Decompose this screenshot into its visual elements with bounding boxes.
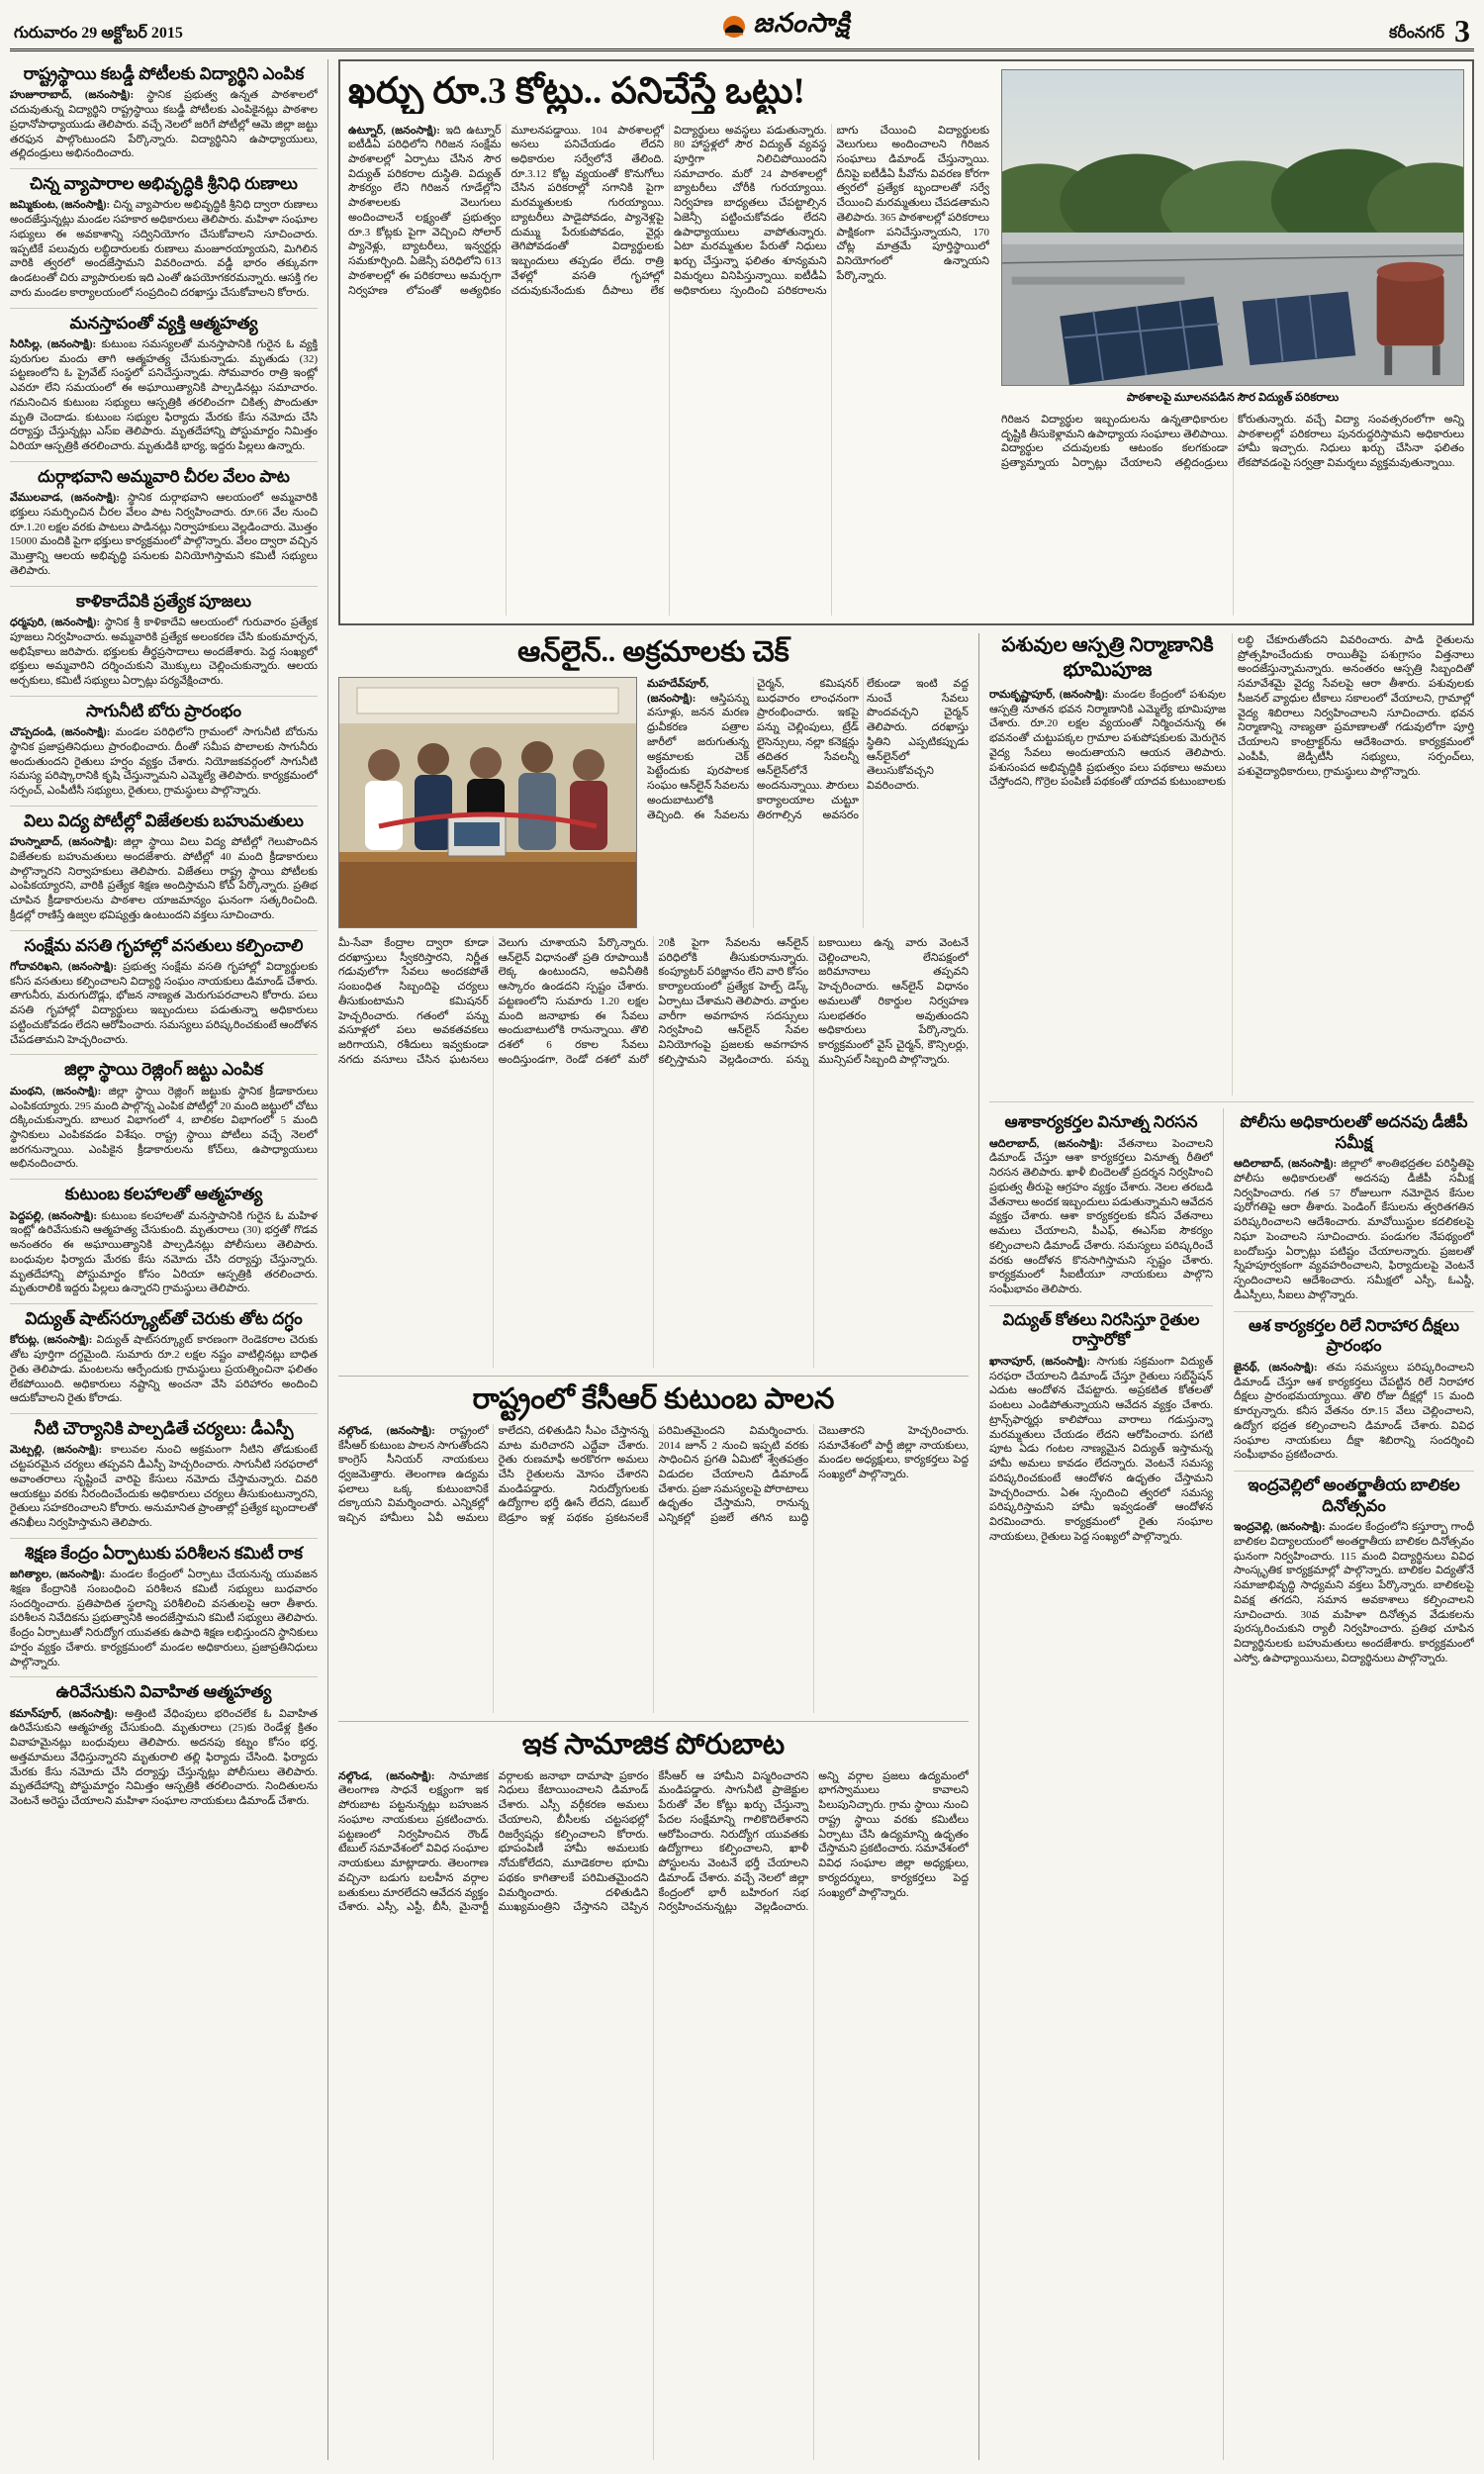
edition-name: కరీంనగర్ bbox=[1388, 25, 1444, 42]
right-lead-body: మండల కేంద్రంలో పశువుల ఆస్పత్రి నూతన భవన నిర్మాణానికి ఎమ్మెల్యే భూమిపూజ చేశారు. రూ.20 లక్షల వ్యయంతో నిర్మించనున్న ఈ భవనంతో చుట్టుపక్కల గ్రామాల పశుపోషకులకు మెరుగైన వైద్య సేవలు అందుతాయని ఆయన తెలిపారు. పశుసంపద అభివృద్ధికి ప్రభుత్వం పలు పథకాలు అమలు చేస్తోందని, గొర్రెల పంపిణీ పథకంతో యాదవ కుటుంబాలకు లబ్ధి చేకూరుతోందని వివరించారు. పాడి రైతులను ప్రోత్సహించేందుకు రాయితీపై పశుగ్రాసం విత్తనాలు అందజేస్తున్నామన్నారు. అనంతరం ఆస్పత్రి సిబ్బందితో సమావేశమై వైద్య సేవలపై ఆరా తీశారు. పశువులకు సీజనల్ వ్యాధుల టీకాలు సకాలంలో వేయాలని, గ్రామాల్లో వైద్య శిబిరాలు నిర్వహించాలని సూచించారు. భవన నిర్మాణాన్ని నాణ్యతా ప్రమాణాలతో గడువులోగా పూర్తి చేయాలని కాంట్రాక్టర్‌ను ఆదేశించారు. కార్యక్రమంలో ఎంపీపీ, జెడ్పీటీసీ సభ్యులు, సర్పంచ్‌లు, పశువైద్యాధికారులు, గ్రామస్థులు పాల్గొన్నారు. bbox=[989, 634, 1474, 789]
online-row bbox=[338, 677, 969, 928]
article-body-block bbox=[1234, 1520, 1474, 1665]
lead-body-columns bbox=[348, 124, 989, 616]
article-body: కుటుంబ సమస్యలతో మనస్తాపానికి గురైన ఓ వ్యక్తి పురుగుల మందు తాగి ఆత్మహత్య చేసుకున్నాడు. మృతుడు (32) పట్టణంలోని ఓ ప్రైవేట్ సంస్థలో పనిచేస్తున్నాడు. సోమవారం రాత్రి ఇంట్లో ఎవరూ లేని సమయంలో ఈ అఘాయిత్యానికి పాల్పడినట్లు సమాచారం. గమనించిన కుటుంబ సభ్యులు ఆస్పత్రికి తరలించగా చికిత్స పొందుతూ మృతి చెందాడు. కుటుంబ సభ్యుల ఫిర్యాదు మేరకు కేసు నమోదు చేసి దర్యాప్తు చేస్తున్నట్లు ఎస్ఐ తెలిపారు. మృతదేహాన్ని పోస్టుమార్టం నిమిత్తం ఏరియా ఆస్పత్రికి తరలించారు. మృతుడికి భార్య, ఇద్దరు పిల్లలు ఉన్నారు. bbox=[10, 337, 318, 453]
article-body: విద్యుత్ షాట్‌సర్క్యూట్ కారణంగా రెండెకరాల చెరుకు తోట పూర్తిగా దగ్ధమైంది. సుమారు రూ.2 లక్షల నష్టం వాటిల్లినట్లు బాధిత రైతు తెలిపాడు. మంటలను ఆర్పేందుకు గ్రామస్థులు ప్రయత్నించినా ఫలితం లేకపోయింది. అధికారులు నష్టాన్ని అంచనా వేసి పరిహారం అందించి ఆదుకోవాలని రైతు కోరాడు. bbox=[10, 1334, 318, 1405]
section-divider bbox=[338, 1721, 969, 1722]
page-content bbox=[10, 51, 1474, 2460]
article-body: జిల్లాలో శాంతిభద్రతల పరిస్థితిపై పోలీసు అధికారులతో అదనపు డీజీపీ సమీక్ష నిర్వహించారు. గత 57 రోజులుగా నమోదైన కేసుల పురోగతిపై ఆరా తీశారు. పెండింగ్ కేసులను త్వరితగతిన పరిష్కరించాలని ఆదేశించారు. మావోయిస్టుల కదలికలపై నిఘా పెంచాలని సూచించారు. పండుగల నేపథ్యంలో బందోబస్తు ఏర్పాట్లు పటిష్టం చేయాలన్నారు. ప్రజలతో స్నేహపూర్వకంగా వ్యవహరించాలని, ఫిర్యాదులపై వెంటనే స్పందించాలని ఆదేశించారు. సమీక్షలో ఎస్పీ, ఓఎస్డీ, డీఎస్పీలు, సీఐలు పాల్గొన్నారు. bbox=[1234, 1158, 1474, 1301]
article-dateline: ధర్మపురి, (జనంసాక్షి): bbox=[10, 617, 101, 629]
article-dateline: కోరుట్ల, (జనంసాక్షి): bbox=[10, 1334, 93, 1347]
article-dateline: జైనథ్, (జనంసాక్షి): bbox=[1234, 1361, 1318, 1374]
article-dateline: ఆదిలాబాద్, (జనంసాక్షి): bbox=[1234, 1158, 1338, 1171]
solar-panels-photo bbox=[1001, 69, 1464, 386]
article-body-block bbox=[10, 491, 318, 578]
article-body: ప్రభుత్వ సంక్షేమ వసతి గృహాల్లో విద్యార్థులకు కనీస వసతులు కల్పించాలని విద్యార్థి సంఘం నాయకులు డిమాండ్ చేశారు. తాగునీరు, మరుగుదొడ్లు, భోజన నాణ్యత మెరుగుపరచాలని కోరారు. పలు వసతి గృహాల్లో విద్యార్థులు ఇబ్బందులు పడుతున్నా అధికారులు పట్టించుకోవడం లేదని ఆరోపించారు. సమస్యలు పరిష్కరించకుంటే ఆందోళన చేపడతామని హెచ్చరించారు. bbox=[10, 960, 318, 1046]
article-dateline: మంథని, (జనంసాక్షి): bbox=[10, 1085, 102, 1097]
article-headline: రాష్ట్రస్థాయి కబడ్డీ పోటీలకు విద్యార్థిని ఎంపిక bbox=[23, 64, 305, 83]
masthead-logo-icon bbox=[721, 14, 747, 40]
article-dateline: ఖానాపూర్, (జనంసాక్షి): bbox=[989, 1355, 1091, 1368]
article-dateline: కమాన్‌పూర్, (జనంసాక్షి): bbox=[10, 1707, 118, 1720]
kcr-story bbox=[338, 1380, 969, 1713]
article-headline: ఇంద్రవెల్లిలో అంతర్జాతీయ బాలికల దినోత్సవం bbox=[1248, 1475, 1460, 1515]
article-body-block bbox=[1234, 1361, 1474, 1463]
main-area bbox=[338, 59, 1474, 2460]
article-headline: విద్యుత్ కోతలు నిరసిస్తూ రైతుల రాస్తారోకో bbox=[1002, 1309, 1200, 1350]
left-article bbox=[10, 1180, 318, 1304]
lead-photo-caption: పాఠశాలపై మూలనపడిన సౌర విద్యుత్ పరికరాలు bbox=[1126, 392, 1340, 404]
article-headline: చిన్న వ్యాపారాల అభివృద్ధికి శ్రీనిధి రుణాలు bbox=[30, 174, 298, 194]
left-article bbox=[10, 931, 318, 1056]
left-article bbox=[10, 807, 318, 931]
right-subcolumn-b bbox=[1234, 1108, 1474, 2460]
article-body-block bbox=[10, 88, 318, 161]
article-headline: సాగునీటి బోరు ప్రారంభం bbox=[85, 701, 242, 720]
article-dateline: పెద్దపల్లి, (జనంసాక్షి): bbox=[10, 1209, 98, 1222]
left-article bbox=[10, 462, 318, 587]
page-header bbox=[10, 6, 1474, 51]
page-date: గురువారం 29 అక్టోబర్ 2015 bbox=[14, 25, 183, 42]
article-headline: జిల్లా స్థాయి రెజ్లింగ్ జట్టు ఎంపిక bbox=[64, 1060, 263, 1080]
article-dateline: చొప్పదండి, (జనంసాక్షి): bbox=[10, 726, 111, 739]
online-body-below-text: మీ-సేవా కేంద్రాల ద్వారా కూడా దరఖాస్తులు స్వీకరిస్తారని, నిర్ణీత గడువులోగా సేవలు అందకపోతే సంబంధిత సిబ్బందిపై చర్యలు తీసుకుంటామని కమిషనర్ హెచ్చరించారు. గతంలో పన్ను వసూళ్లలో పలు అవకతవకలు జరిగాయని, రశీదులు ఇవ్వకుండా నగదు వసూలు చేసిన ఘటనలు వెలుగు చూశాయని పేర్కొన్నారు. ఆన్‌లైన్ విధానంతో ప్రతి రూపాయికీ లెక్క ఉంటుందని, అవినీతికి ఆస్కారం ఉండదని స్పష్టం చేశారు. పట్టణంలోని సుమారు 1.20 లక్షల మంది జనాభాకు ఈ సేవలు అందుబాటులోకి రానున్నాయి. తొలి దశలో 6 రకాల సేవలు అందిస్తుండగా, రెండో దశలో మరో 20కి పైగా సేవలను ఆన్‌లైన్ పరిధిలోకి తీసుకురానున్నారు. కంప్యూటర్ పరిజ్ఞానం లేని వారి కోసం కార్యాలయంలో ప్రత్యేక హెల్ప్ డెస్క్ ఏర్పాటు చేశామని తెలిపారు. వార్డుల వారీగా అవగాహన సదస్సులు నిర్వహించి ఆన్‌లైన్ సేవల వినియోగంపై ప్రజలకు అవగాహన కల్పిస్తామని వెల్లడించారు. పన్ను బకాయిలు ఉన్న వారు వెంటనే చెల్లించాలని, లేనిపక్షంలో జరిమానాలు తప్పవని హెచ్చరించారు. ఆన్‌లైన్ విధానం అమలుతో రికార్డుల నిర్వహణ సులభతరం అవుతుందని అధికారులు పేర్కొన్నారు. కార్యక్రమంలో వైస్ చైర్మన్, కౌన్సిలర్లు, మున్సిపల్ సిబ్బంది పాల్గొన్నారు. bbox=[338, 936, 969, 1066]
left-article bbox=[10, 309, 318, 462]
left-article bbox=[10, 59, 318, 169]
right-lead-headline: పశువుల ఆస్పత్రి నిర్మాణానికి భూమిపూజ bbox=[1001, 634, 1214, 681]
right-subcolumn-a bbox=[989, 1108, 1224, 2460]
article-dateline: గోదావరిఖని, (జనంసాక్షి): bbox=[10, 960, 118, 973]
article-body-block bbox=[10, 1085, 318, 1172]
article-body-block bbox=[10, 960, 318, 1047]
article-headline: శిక్షణ కేంద్రం ఏర్పాటుకు పరిశీలన కమిటీ రాక bbox=[24, 1543, 304, 1563]
article-body: జిల్లా స్థాయి రెజ్లింగ్ జట్టుకు స్థానిక క్రీడాకారులు ఎంపికయ్యారు. 295 మంది పాల్గొన్న ఎంపిక పోటీల్లో 20 మంది జట్టులో చోటు దక్కించుకున్నారు. బాలుర విభాగంలో 4, బాలికల విభాగంలో 5 మంది స్థానికులు ఎంపికవడం విశేషం. రాష్ట్ర స్థాయి పోటీలు వచ్చే నెలలో జరగనున్నాయి. ఎంపికైన క్రీడాకారులను కోచ్‌లు, ఉపాధ్యాయులు అభినందించారు. bbox=[10, 1085, 318, 1171]
article-headline: విలు విద్య పోటీల్లో విజేతలకు బహుమతులు bbox=[24, 810, 304, 830]
right-lead-dateline: రామకృష్ణాపూర్, (జనంసాక్షి): bbox=[989, 689, 1109, 701]
article-body-block bbox=[10, 725, 318, 799]
kcr-headline: రాష్ట్రంలో కేసీఆర్ కుటుంబ పాలన bbox=[472, 1382, 835, 1415]
left-article bbox=[10, 1055, 318, 1180]
article-body: మండల పరిధిలోని గ్రామంలో సాగునీటి బోరును స్థానిక ప్రజాప్రతినిధులు ప్రారంభించారు. దీంతో సమీప పొలాలకు సాగునీరు అందుతుందని రైతులు హర్షం వ్యక్తం చేశారు. నియోజకవర్గంలో సాగునీటి సమస్య పరిష్కారానికి కృషి చేస్తున్నామని ఎమ్మెల్యే తెలిపారు. కార్యక్రమంలో సర్పంచ్, ఎంపీటీసీ సభ్యులు, రైతులు, గ్రామస్థులు పాల్గొన్నారు. bbox=[10, 726, 318, 798]
article-body: వేతనాలు పెంచాలని డిమాండ్ చేస్తూ ఆశా కార్యకర్తలు వినూత్న రీతిలో నిరసన తెలిపారు. ఖాళీ బిందెలతో ప్రదర్శన నిర్వహించి ప్రభుత్వ తీరుపై ఆగ్రహం వ్యక్తం చేశారు. నెలల తరబడి వేతనాలు అందక ఇబ్బందులు పడుతున్నామని ఆవేదన వ్యక్తం చేశారు. ఆశా కార్యకర్తలకు కనీస వేతనాలు అమలు చేయాలని, పీఎఫ్, ఈఎస్ఐ సౌకర్యం కల్పించాలని డిమాండ్ చేశారు. సమస్యలు పరిష్కరించే వరకు ఆందోళన కొనసాగిస్తామని స్పష్టం చేశారు. కార్యక్రమంలో సీఐటీయూ నాయకులు పాల్గొని సంఘీభావం తెలిపారు. bbox=[989, 1137, 1213, 1295]
left-article bbox=[10, 1677, 318, 1816]
online-headline: ఆన్‌లైన్.. అక్రమాలకు చెక్ bbox=[517, 636, 789, 668]
article-body: స్థానిక దుర్గాభవాని ఆలయంలో అమ్మవారికి భక్తులు సమర్పించిన చీరల వేలం పాట నిర్వహించారు. రూ.66 వేల నుంచి రూ.1.20 లక్షల వరకు పాటలు పాడినట్లు నిర్వాహకులు వెల్లడించారు. మొత్తం 15000 మందికి పైగా భక్తులు కార్యక్రమంలో పాల్గొన్నారు. వేలం ద్వారా వచ్చిన మొత్తాన్ని ఆలయ అభివృద్ధి పనులకు వినియోగిస్తామని కమిటీ సభ్యులు తెలిపారు. bbox=[10, 492, 318, 577]
article-body: చిన్న వ్యాపారుల అభివృద్ధికి శ్రీనిధి ద్వారా రుణాలు అందజేస్తున్నట్లు మండల సహకార అధికారులు తెలిపారు. మహిళా సంఘాల సభ్యులు ఈ అవకాశాన్ని సద్వినియోగం చేసుకోవాలని సూచించారు. ఇప్పటికే పలువురు లబ్ధిదారులకు రుణాలు మంజూరయ్యాయని, మిగిలిన వారికి త్వరలో అందజేస్తామని వివరించారు. వడ్డీ భారం తక్కువగా ఉండటంతో చిరు వ్యాపారులకు ఇది ఎంతో ఉపయోగకరమన్నారు. ఆసక్తి గల వారు మండల కార్యాలయంలో సంప్రదించి దరఖాస్తు చేసుకోవాలని కోరారు. bbox=[10, 199, 318, 299]
masthead bbox=[721, 8, 850, 46]
edition-block bbox=[1388, 13, 1470, 49]
article-dateline: హుజూరాబాద్, (జనంసాక్షి): bbox=[10, 89, 135, 102]
kcr-dateline: నల్గొండ, (జనంసాక్షి): bbox=[338, 1424, 435, 1437]
left-article bbox=[10, 587, 318, 697]
right-subcolumns bbox=[989, 1108, 1474, 2460]
article-dateline: జమ్మికుంట, (జనంసాక్షి): bbox=[10, 199, 111, 212]
article-headline: విద్యుత్ షాట్‌సర్క్యూట్‌తో చెరుకు తోట దగ్ధం bbox=[25, 1308, 303, 1328]
article-body-block bbox=[989, 1137, 1213, 1297]
social-story bbox=[338, 1726, 969, 2460]
left-article bbox=[10, 697, 318, 807]
article-headline: ఉరివేసుకుని వివాహిత ఆత్మహత్య bbox=[55, 1682, 272, 1702]
article-body-block bbox=[989, 1355, 1213, 1545]
article-body-block bbox=[10, 1209, 318, 1296]
lower-sections bbox=[338, 633, 1474, 2460]
right-article bbox=[989, 1108, 1213, 1306]
article-body-block bbox=[10, 1568, 318, 1669]
social-dateline: నల్గొండ, (జనంసాక్షి): bbox=[338, 1769, 435, 1782]
section-divider bbox=[338, 1376, 969, 1377]
lead-side-body: గిరిజన విద్యార్థుల ఇబ్బందులను ఉన్నతాధికారుల దృష్టికి తీసుకెళ్లామని ఉపాధ్యాయ సంఘాలు తెలిపాయి. విద్యార్థుల చదువులకు ఆటంకం కలగకుండా ప్రత్యామ్నాయ ఏర్పాట్లు చేయాలని తల్లిదండ్రులు కోరుతున్నారు. వచ్చే విద్యా సంవత్సరంలోగా అన్ని పాఠశాలల్లో పరికరాలు పునరుద్ధరిస్తామని అధికారులు హామీ ఇచ్చారు. నిధులు ఖర్చు చేసినా ఫలితం లేకపోవడంపై సర్వత్రా విమర్శలు వ్యక్తమవుతున్నాయి. bbox=[1001, 414, 1464, 470]
article-dateline: సిరిసిల్ల, (జనంసాక్షి): bbox=[10, 337, 97, 350]
article-dateline: వేములవాడ, (జనంసాక్షి): bbox=[10, 492, 120, 505]
article-body: సాగుకు సక్రమంగా విద్యుత్ సరఫరా చేయాలని డిమాండ్ చేస్తూ రైతులు సబ్‌స్టేషన్ ఎదుట ఆందోళన చేపట్టారు. అప్రకటిత కోతలతో పంటలు ఎండిపోతున్నాయని ఆవేదన వ్యక్తం చేశారు. ట్రాన్స్‌ఫార్మర్లు కాలిపోయి వారాలు గడుస్తున్నా మరమ్మతులు చేయడం లేదని ఆరోపించారు. పగటి పూట ఏడు గంటల నాణ్యమైన విద్యుత్ ఇస్తామన్న హామీ అమలు కావడం లేదన్నారు. వెంటనే సమస్య పరిష్కరించకుంటే ఆందోళన ఉధృతం చేస్తామని హెచ్చరించారు. ఏఈ స్పందించి త్వరలో సమస్య పరిష్కరిస్తామని హామీ ఇవ్వడంతో ఆందోళన విరమించారు. కార్యక్రమంలో రైతు సంఘాల నాయకులు, రైతులు పెద్ద సంఖ్యలో పాల్గొన్నారు. bbox=[989, 1355, 1213, 1543]
left-article bbox=[10, 169, 318, 309]
masthead-title: జనంసాక్షి bbox=[753, 8, 851, 38]
article-headline: దుర్గాభవాని అమ్మవారి చీరల వేలం పాట bbox=[38, 466, 290, 486]
inauguration-photo bbox=[338, 677, 637, 928]
page-number: 3 bbox=[1453, 13, 1470, 49]
article-dateline: ఇంద్రవెల్లి, (జనంసాక్షి): bbox=[1234, 1521, 1326, 1534]
article-headline: కాళికాదేవికి ప్రత్యేక పూజలు bbox=[75, 591, 252, 611]
article-body: కాలువల నుంచి అక్రమంగా నీటిని తోడుకుంటే చట్టపరమైన చర్యలు తప్పవని డీఎస్పీ హెచ్చరించారు. సాగునీటి సరఫరాలో అవాంతరాలు సృష్టించే వారిపై కేసులు నమోదు చేస్తామన్నారు. చివరి ఆయకట్టు వరకు నీరందించేందుకు అధికారులు చర్యలు తీసుకుంటున్నారని, రైతులు సహకరించాలని కోరారు. అనుమానిత ప్రాంతాల్లో ప్రత్యేక బృందాలతో తనిఖీలు నిర్వహిస్తామని తెలిపారు. bbox=[10, 1444, 318, 1530]
lead-dateline: ఉట్నూర్, (జనంసాక్షి): bbox=[348, 124, 440, 137]
lead-story-photo-block bbox=[1001, 69, 1464, 616]
online-body-main bbox=[647, 677, 969, 928]
article-body-block bbox=[10, 1443, 318, 1530]
article-headline: పోలీసు అధికారులతో అదనపు డీజీపీ సమీక్ష bbox=[1240, 1112, 1468, 1152]
kcr-body-columns bbox=[338, 1424, 969, 1713]
right-article bbox=[1234, 1312, 1474, 1472]
article-dateline: మెట్పల్లి, (జనంసాక్షి): bbox=[10, 1444, 103, 1457]
inauguration-photo-illustration bbox=[339, 678, 636, 927]
article-dateline: ఆదిలాబాద్, (జనంసాక్షి): bbox=[989, 1137, 1104, 1150]
article-body-block bbox=[10, 337, 318, 454]
lead-body: ఇది ఉట్నూర్ ఐటీడీఏ పరిధిలోని గిరిజన సంక్షేమ పాఠశాలల్లో ఏర్పాటు చేసిన సౌర విద్యుత్ పరికరాల దుస్థితి. విద్యుత్ సౌకర్యం లేని గిరిజన గూడేల్లోని పాఠశాలలకు వెలుగులు అందించాలనే లక్ష్యంతో ప్రభుత్వం రూ.3 కోట్లకు పైగా వెచ్చించి సోలార్ ప్యానెళ్లు, బ్యాటరీలు, ఇన్వర్టర్లు సమకూర్చింది. ఏజెన్సీ పరిధిలోని 613 పాఠశాలల్లో ఈ పరికరాలు అమర్చగా నిర్వహణ లోపంతో అత్యధికం మూలనపడ్డాయి. 104 పాఠశాలల్లో అసలు పనిచేయడం లేదని అధికారుల సర్వేలోనే తేలింది. రూ.3.12 కోట్ల వ్యయంతో కొనుగోలు చేసిన పరికరాల్లో సగానికి పైగా మరమ్మతులకు గురయ్యాయి. బ్యాటరీలు పాడైపోవడం, ప్యానెళ్లపై దుమ్ము పేరుకుపోవడం, వైర్లు తెగిపోవడంతో విద్యార్థులకు ఇబ్బందులు తప్పడం లేదు. రాత్రి వేళల్లో వసతి గృహాల్లో చదువుకునేందుకు దీపాలు లేక విద్యార్థులు అవస్థలు పడుతున్నారు. 80 హాస్టళ్లలో సౌర విద్యుత్ వ్యవస్థ పూర్తిగా నిలిచిపోయిందని సమాచారం. మరో 24 పాఠశాలల్లో బ్యాటరీలు చోరీకి గురయ్యాయి. నిర్వహణ బాధ్యతలు చేపట్టాల్సిన ఏజెన్సీ పట్టించుకోవడం లేదని ఉపాధ్యాయులు వాపోతున్నారు. ఏటా మరమ్మతుల పేరుతో నిధులు ఖర్చు చేస్తున్నా ఫలితం శూన్యమని విమర్శలు వినిపిస్తున్నాయి. ఐటీడీఏ అధికారులు స్పందించి పరికరాలను బాగు చేయించి విద్యార్థులకు వెలుగులు అందించాలని గిరిజన సంఘాలు డిమాండ్ చేస్తున్నాయి. దీనిపై ఐటీడీఏ పీవోను వివరణ కోరగా త్వరలో ప్రత్యేక బృందాలతో సర్వే చేయించి మరమ్మతులు చేపడతామని తెలిపారు. 365 పాఠశాలల్లో పరికరాలు పాక్షికంగా పనిచేస్తున్నాయని, 170 చోట్ల మాత్రమే పూర్తిస్థాయిలో వినియోగంలో ఉన్నాయని పేర్కొన్నారు. bbox=[348, 124, 989, 297]
article-body: అత్తింటి వేధింపులు భరించలేక ఓ వివాహిత ఉరివేసుకుని ఆత్మహత్య చేసుకుంది. మృతురాలు (25)కు రెండేళ్ల క్రితం వివాహమైనట్లు బంధువులు తెలిపారు. అదనపు కట్నం కోసం భర్త, అత్తమామలు వేధిస్తున్నారని మృతురాలి తల్లి ఫిర్యాదు చేసింది. ఫిర్యాదు మేరకు కేసు నమోదు చేసి దర్యాప్తు చేస్తున్నట్లు పోలీసులు తెలిపారు. మృతదేహాన్ని పోస్టుమార్టం నిమిత్తం ఆస్పత్రికి తరలించారు. నిందితులను వెంటనే అరెస్టు చేయాలని మహిళా సంఘాల నాయకులు డిమాండ్ చేశారు. bbox=[10, 1707, 318, 1808]
right-article bbox=[989, 1306, 1213, 1553]
article-body: కుటుంబ కలహాలతో మనస్తాపానికి గురైన ఓ మహిళ ఇంట్లో ఉరివేసుకుని ఆత్మహత్య చేసుకుంది. మృతురాలు (30) భర్తతో గొడవ అనంతరం ఈ అఘాయిత్యానికి పాల్పడినట్లు పోలీసులు తెలిపారు. బంధువుల ఫిర్యాదు మేరకు కేసు నమోదు చేసి దర్యాప్తు చేస్తున్నారు. మృతదేహాన్ని పోస్టుమార్టం కోసం ఏరియా ఆస్పత్రికి తరలించారు. మృతురాలికి ఇద్దరు పిల్లలు ఉన్నారని గ్రామస్థులు తెలిపారు. bbox=[10, 1209, 318, 1295]
article-body-block bbox=[10, 616, 318, 689]
online-story bbox=[338, 633, 969, 1368]
social-body: సామాజిక తెలంగాణ సాధనే లక్ష్యంగా ఇక పోరుబాట పట్టనున్నట్లు బహుజన సంఘాల నాయకులు ప్రకటించారు. పట్టణంలో నిర్వహించిన రౌండ్ టేబుల్ సమావేశంలో వివిధ సంఘాల నాయకులు మాట్లాడారు. తెలంగాణ వచ్చినా బడుగు బలహీన వర్గాల బతుకులు మారలేదని ఆవేదన వ్యక్తం చేశారు. ఎస్సీ, ఎస్టీ, బీసీ, మైనార్టీ వర్గాలకు జనాభా దామాషా ప్రకారం నిధులు కేటాయించాలని డిమాండ్ చేశారు. ఎస్సీ వర్గీకరణ అమలు చేయాలని, బీసీలకు చట్టసభల్లో రిజర్వేషన్లు కల్పించాలని కోరారు. భూపంపిణీ హామీ అమలుకు నోచుకోలేదని, మూడెకరాల భూమి పథకం కాగితాలకే పరిమితమైందని విమర్శించారు. దళితుడిని ముఖ్యమంత్రిని చేస్తానని చెప్పిన కేసీఆర్ ఆ హామీని విస్మరించారని మండిపడ్డారు. సాగునీటి ప్రాజెక్టుల పేరుతో వేల కోట్లు ఖర్చు చేస్తున్నా పేదల సంక్షేమాన్ని గాలికొదిలేశారని ఆరోపించారు. నిరుద్యోగ యువతకు ఉద్యోగాలు కల్పించాలని, ఖాళీ పోస్టులను వెంటనే భర్తీ చేయాలని డిమాండ్ చేశారు. వచ్చే నెలలో జిల్లా కేంద్రంలో భారీ బహిరంగ సభ నిర్వహించనున్నట్లు వెల్లడించారు. అన్ని వర్గాల ప్రజలు ఉద్యమంలో భాగస్వాములు కావాలని పిలుపునిచ్చారు. గ్రామ స్థాయి నుంచి రాష్ట్ర స్థాయి వరకు కమిటీలు ఏర్పాటు చేసి ఉద్యమాన్ని ఉధృతం చేస్తామని ప్రకటించారు. సమావేశంలో వివిధ సంఘాల జిల్లా అధ్యక్షులు, కార్యదర్శులు, కార్యకర్తలు పెద్ద సంఖ్యలో పాల్గొన్నారు. bbox=[338, 1769, 969, 1914]
article-dateline: హుస్నాబాద్, (జనంసాక్షి): bbox=[10, 836, 118, 849]
right-lead-article bbox=[989, 633, 1474, 1102]
article-body-block bbox=[10, 198, 318, 300]
article-body: స్థానిక శ్రీ కాళికాదేవి ఆలయంలో గురువారం ప్రత్యేక పూజలు నిర్వహించారు. అమ్మవారికి ప్రత్యేక అలంకరణ చేసి కుంకుమార్చన, అభిషేకాలు జరిపారు. భక్తులకు తీర్థప్రసాదాలు అందజేశారు. పెద్ద సంఖ్యలో భక్తులు అమ్మవారిని దర్శించుకుని మొక్కులు చెల్లించుకున్నారు. ఆలయ అర్చకులు, కమిటీ సభ్యులు ఏర్పాట్లు పర్యవేక్షించారు. bbox=[10, 617, 318, 687]
article-dateline: జగిత్యాల, (జనంసాక్షి): bbox=[10, 1569, 106, 1581]
article-headline: సంక్షేమ వసతి గృహాల్లో వసతులు కల్పించాలి bbox=[24, 935, 304, 955]
solar-panels-photo-illustration bbox=[1002, 70, 1463, 385]
article-headline: ఆశ కార్యకర్తల రిలే నిరాహార దీక్షలు ప్రారంభం bbox=[1249, 1315, 1459, 1356]
article-body: జిల్లా స్థాయి విలు విద్య పోటీల్లో గెలుపొందిన విజేతలకు బహుమతులు అందజేశారు. పోటీల్లో 40 మంది క్రీడాకారులు పాల్గొన్నారని నిర్వాహకులు తెలిపారు. విజేతలు రాష్ట్ర స్థాయి పోటీలకు ఎంపికయ్యారని, వారికి ప్రత్యేక శిక్షణ అందిస్తామని కోచ్ పేర్కొన్నారు. ప్రతిభ చూపిన క్రీడాకారులను పాఠశాల యాజమాన్యం ఘనంగా సత్కరించింది. క్రీడల్లో రాణిస్తే ఉజ్వల భవిష్యత్తు ఉంటుందని వక్తలు సూచించారు. bbox=[10, 836, 318, 921]
lead-headline: ఖర్చు రూ.3 కోట్లు.. పనిచేస్తే ఒట్టు! bbox=[348, 71, 805, 112]
left-column bbox=[10, 59, 328, 2460]
article-headline: నీటి చౌర్యానికి పాల్పడితే చర్యలు: డీఎస్పీ bbox=[34, 1419, 294, 1439]
article-body-block bbox=[10, 1707, 318, 1809]
article-body: మండల కేంద్రంలోని కస్తూర్బా గాంధీ బాలికల విద్యాలయంలో అంతర్జాతీయ బాలికల దినోత్సవం ఘనంగా నిర్వహించారు. 115 మంది విద్యార్థినులు వివిధ సాంస్కృతిక కార్యక్రమాల్లో పాల్గొన్నారు. బాలికల విద్యతోనే సమాజాభివృద్ధి సాధ్యమని వక్తలు పేర్కొన్నారు. బాలికలపై వివక్ష తగదని, సమాన అవకాశాలు కల్పించాలని సూచించారు. 30వ మహిళా దినోత్సవ వేడుకలను పురస్కరించుకుని ర్యాలీ నిర్వహించారు. ప్రతిభ చూపిన విద్యార్థినులకు బహుమతులు అందజేశారు. కార్యక్రమంలో ఎస్వో, ఉపాధ్యాయినులు, విద్యార్థినులు పాల్గొన్నారు. bbox=[1234, 1521, 1474, 1665]
lead-story-text bbox=[348, 69, 989, 616]
left-article bbox=[10, 1304, 318, 1414]
article-body: తమ సమస్యలు పరిష్కరించాలని డిమాండ్ చేస్తూ ఆశ కార్యకర్తలు చేపట్టిన రిలే నిరాహార దీక్షలు ప్రారంభమయ్యాయి. తొలి రోజు దీక్షల్లో 15 మంది కూర్చున్నారు. కనీస వేతనం రూ.15 వేలు చెల్లించాలని, ఉద్యోగ భద్రత కల్పించాలని డిమాండ్ చేశారు. వివిధ సంఘాల నాయకులు దీక్షా శిబిరాన్ని సందర్శించి సంఘీభావం ప్రకటించారు. bbox=[1234, 1361, 1474, 1462]
right-article bbox=[1234, 1108, 1474, 1312]
left-article bbox=[10, 1539, 318, 1678]
article-headline: కుటుంబ కలహాలతో ఆత్మహత్య bbox=[64, 1185, 263, 1204]
online-body-below bbox=[338, 936, 969, 1368]
lead-side-columns bbox=[1001, 413, 1464, 616]
online-body-main-text: ఆస్తిపన్ను వసూళ్లు, జనన మరణ ధ్రువీకరణ పత్రాల జారీలో జరుగుతున్న అక్రమాలకు చెక్ పెట్టేందుకు పురపాలక సంఘం ఆన్‌లైన్ సేవలను అందుబాటులోకి తెచ్చింది. ఈ సేవలను చైర్మన్, కమిషనర్ బుధవారం లాంఛనంగా ప్రారంభించారు. ఇకపై పన్ను చెల్లింపులు, ట్రేడ్ లైసెన్సులు, నల్లా కనెక్షన్లు తదితర సేవలన్నీ ఆన్‌లైన్‌లోనే అందనున్నాయి. పౌరులు కార్యాలయాల చుట్టూ తిరగాల్సిన అవసరం లేకుండా ఇంటి వద్ద నుంచే సేవలు పొందవచ్చని చైర్మన్ తెలిపారు. దరఖాస్తు స్థితిని ఎప్పటికప్పుడు ఆన్‌లైన్‌లో తెలుసుకోవచ్చని వివరించారు. bbox=[647, 677, 969, 821]
article-body-block bbox=[10, 1333, 318, 1406]
left-article bbox=[10, 1414, 318, 1539]
lead-story bbox=[338, 59, 1474, 625]
article-headline: ఆశాకార్యకర్తల వినూత్న నిరసన bbox=[1004, 1112, 1198, 1131]
article-headline: మనస్తాపంతో వ్యక్తి ఆత్మహత్య bbox=[69, 313, 258, 333]
article-body-block bbox=[10, 835, 318, 922]
online-dateline: మహదేవ్‌పూర్, (జనంసాక్షి): bbox=[647, 677, 709, 705]
article-body: స్థానిక ప్రభుత్వ ఉన్నత పాఠశాలలో చదువుతున్న విద్యార్థిని రాష్ట్రస్థాయి కబడ్డీ పోటీలకు ఎంపికైనట్లు పాఠశాల ప్రధానోపాధ్యాయుడు తెలిపారు. వచ్చే నెలలో జరిగే పోటీల్లో ఆమె జిల్లా జట్టు తరఫున పాల్గొంటుందని పేర్కొన్నారు. విద్యార్థినిని ఉపాధ్యాయులు, తల్లిదండ్రులు అభినందించారు. bbox=[10, 89, 318, 160]
right-article bbox=[1234, 1472, 1474, 1674]
social-body-columns bbox=[338, 1769, 969, 2460]
article-body-block bbox=[1234, 1157, 1474, 1302]
social-headline: ఇక సామాజిక పోరుబాట bbox=[521, 1728, 786, 1760]
article-body: మండల కేంద్రంలో ఏర్పాటు చేయనున్న యువజన శిక్షణ కేంద్రానికి సంబంధించి పరిశీలన కమిటీ సభ్యులు బుధవారం సందర్శించారు. ప్రతిపాదిత స్థలాన్ని పరిశీలించి వసతులపై ఆరా తీశారు. పరిశీలన నివేదికను ప్రభుత్వానికి అందజేస్తామని కమిటీ సభ్యులు తెలిపారు. కేంద్రం ఏర్పాటుతో నిరుద్యోగ యువతకు ఉపాధి శిక్షణ లభిస్తుందని స్థానికులు హర్షం వ్యక్తం చేశారు. కార్యక్రమంలో మండల అధికారులు, ప్రజాప్రతినిధులు పాల్గొన్నారు. bbox=[10, 1569, 318, 1668]
center-column bbox=[338, 633, 979, 2460]
kcr-body: రాష్ట్రంలో కేసీఆర్ కుటుంబ పాలన సాగుతోందని కాంగ్రెస్ సీనియర్ నాయకులు ధ్వజమెత్తారు. తెలంగాణ ఉద్యమ ఫలాలు ఒక్క కుటుంబానికే దక్కాయని విమర్శించారు. ఎన్నికల్లో ఇచ్చిన హామీలు ఏవీ అమలు కాలేదని, దళితుడిని సీఎం చేస్తానన్న మాట మరిచారని ఎద్దేవా చేశారు. రైతు రుణమాఫీ అరకొరగా అమలు చేసి రైతులను మోసం చేశారని మండిపడ్డారు. నిరుద్యోగులకు ఉద్యోగాల భర్తీ ఊసే లేదని, డబుల్ బెడ్రూం ఇళ్ల పథకం ప్రకటనలకే పరిమితమైందని విమర్శించారు. 2014 జూన్ 2 నుంచి ఇప్పటి వరకు సాధించిన ప్రగతి ఏమిటో శ్వేతపత్రం విడుదల చేయాలని డిమాండ్ చేశారు. ప్రజా సమస్యలపై పోరాటాలు ఉధృతం చేస్తామని, రానున్న ఎన్నికల్లో ప్రజలే తగిన బుద్ధి చెబుతారని హెచ్చరించారు. సమావేశంలో పార్టీ జిల్లా నాయకులు, మండల అధ్యక్షులు, కార్యకర్తలు పెద్ద సంఖ్యలో పాల్గొన్నారు. bbox=[338, 1424, 969, 1525]
right-column bbox=[989, 633, 1474, 2460]
